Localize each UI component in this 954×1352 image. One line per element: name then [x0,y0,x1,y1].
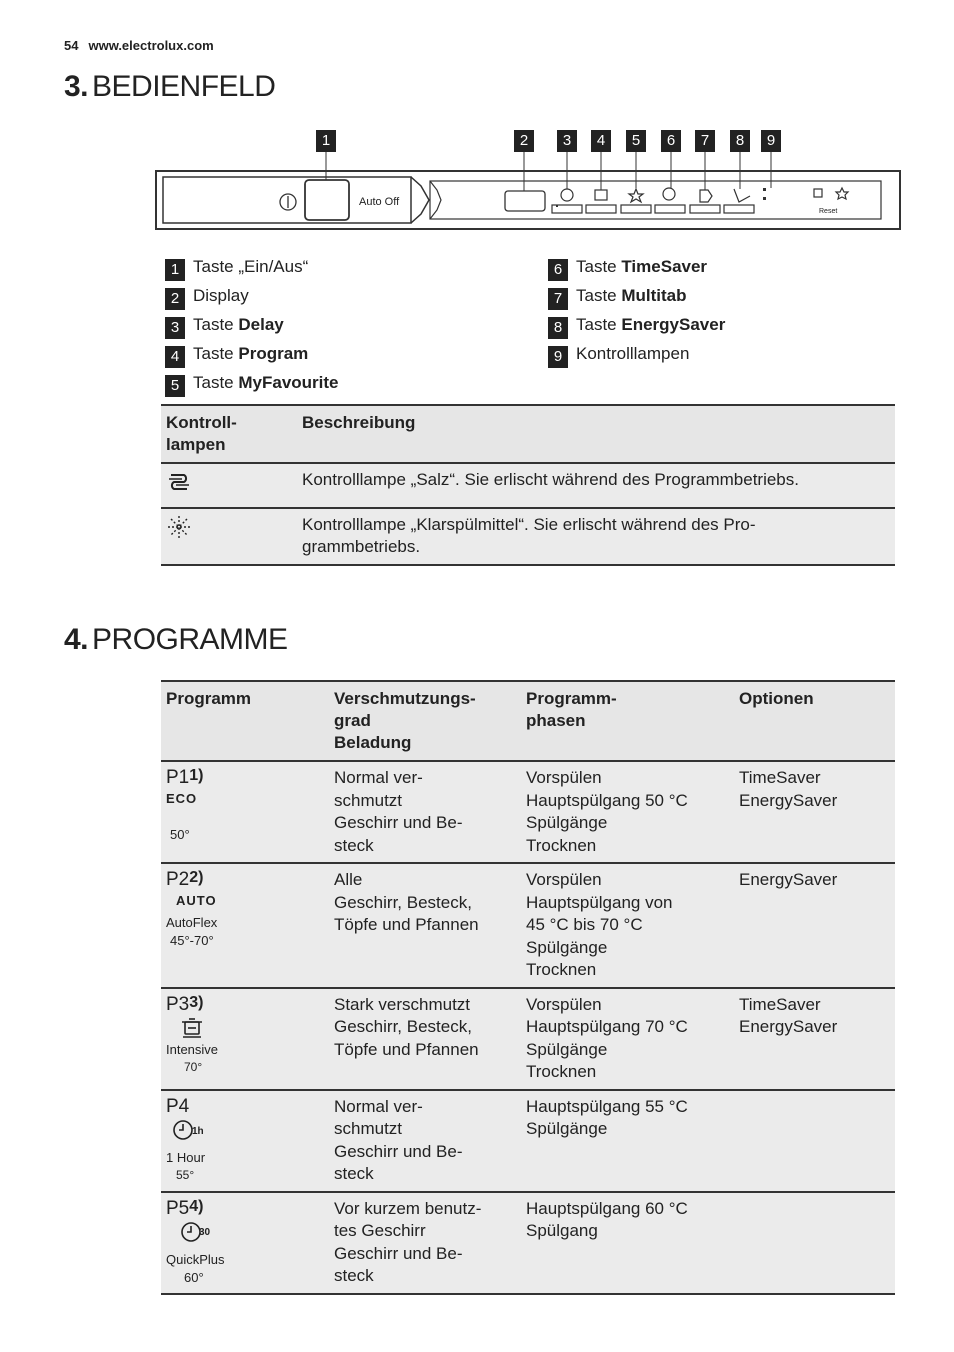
program-name [166,767,324,790]
legend-item [165,256,308,281]
clock-1h-icon [172,1118,204,1142]
website: www.electrolux.com [88,38,214,53]
program-table [161,680,895,1295]
legend-item [165,285,249,310]
clock-30-icon [180,1220,216,1244]
svg-text:30: 30 [199,1227,211,1238]
page-header [64,38,214,53]
table-row [161,863,895,988]
lamp-icon-cell [161,508,297,565]
legend-text: Taste „Ein/Aus“ [193,257,309,276]
program-label: Intensive [166,1041,219,1057]
section-3-heading [64,70,275,104]
legend-item [548,285,687,310]
program-temp: 45°-70° [170,932,214,948]
program-name [166,1096,324,1119]
table-row [161,761,895,863]
section-4-title: PROGRAMME [92,623,288,656]
legend-bold: Delay [238,315,284,334]
phases-cell: Vorspülen Hauptspülgang 70 °C Spülgänge Trocknen [521,988,734,1090]
table-row [161,988,895,1090]
legend-text: Display [193,286,249,305]
soil-cell: Stark verschmutzt Geschirr, Besteck, Töpfe und Pfannen [329,988,521,1090]
options-cell: TimeSaver EnergySaver [734,988,895,1090]
legend-bold: Program [238,344,309,363]
legend-item [548,343,689,368]
legend-item [165,314,284,339]
section-3-title: BEDIENFELD [92,70,276,103]
table-row [161,1192,895,1294]
eco-icon: ECO [166,790,198,806]
pot-icon [180,1016,204,1038]
col-header-lamps: Kontroll- lampen [161,405,297,463]
phases-cell: Hauptspülgang 55 °C Spülgänge [521,1090,734,1192]
program-name [166,1198,324,1221]
program-cell [161,1192,329,1294]
program-label: QuickPlus [166,1251,225,1267]
footnote: 4) [189,1197,204,1215]
program-temp: 55° [176,1167,195,1182]
program-id: P2 [166,869,190,890]
panel-marker-8: 8 [730,130,750,152]
soil-cell: Normal ver- schmutzt Geschirr und Be- steck [329,761,521,863]
soil-cell: Normal ver- schmutzt Geschirr und Be- steck [329,1090,521,1192]
auto-off-label: Auto Off [359,196,400,208]
program-temp: 70° [184,1059,203,1074]
phases-cell: Vorspülen Hauptspülgang 50 °C Spülgänge Trocknen [521,761,734,863]
col-header-description: Beschreibung [297,405,895,463]
options-cell: EnergySaver [734,863,895,988]
section-4-number: 4. [64,623,89,656]
legend-text: Taste [193,315,239,334]
program-id: P4 [166,1095,190,1117]
legend-bold: EnergySaver [621,315,726,334]
panel-marker-3: 3 [557,130,577,152]
panel-marker-1: 1 [316,130,336,152]
program-name [166,994,324,1017]
section-3-number: 3. [64,70,89,103]
salt-lamp-icon [166,469,192,495]
legend-text: Taste [576,286,622,305]
control-panel-diagram [155,128,903,232]
program-label: 1 Hour [166,1149,206,1165]
panel-marker-4: 4 [591,130,611,152]
legend-number: 6 [548,259,568,281]
program-cell [161,761,329,863]
footnote: 1) [189,767,204,784]
options-cell: TimeSaver EnergySaver [734,761,895,863]
lamp-description: Kontrolllampe „Salz“. Sie erlischt während des Programmbetriebs. [297,463,895,508]
footnote: 2) [189,869,204,886]
legend-text: Taste [576,257,622,276]
program-name [166,869,324,892]
soil-cell: Alle Geschirr, Besteck, Töpfe und Pfannen [329,863,521,988]
lamp-icon-cell [161,463,297,508]
legend-number: 8 [548,317,568,339]
legend-number: 7 [548,288,568,310]
panel-marker-5: 5 [626,130,646,152]
legend-text: Taste [193,373,239,392]
panel-marker-7: 7 [695,130,715,152]
col-header-program: Programm [161,681,329,761]
legend-item [165,343,308,368]
page-number: 54 [64,38,79,53]
program-cell [161,1090,329,1192]
legend-bold: TimeSaver [621,257,708,276]
legend-number: 3 [165,317,185,339]
legend-bold: MyFavourite [238,373,339,392]
program-cell [161,863,329,988]
options-cell [734,1192,895,1294]
col-header-phases: Programm- phasen [521,681,734,761]
legend-item [165,372,339,397]
soil-cell: Vor kurzem benutz- tes Geschirr Geschirr und Be- steck [329,1192,521,1294]
auto-icon: AUTO [176,892,217,908]
phases-cell: Vorspülen Hauptspülgang von 45 °C bis 70 °C Spülgänge Trocknen [521,863,734,988]
panel-marker-2: 2 [514,130,534,152]
legend-number: 5 [165,375,185,397]
legend-item [548,256,707,281]
col-header-soil: Verschmutzungs- grad Beladung [329,681,521,761]
reset-label: Reset [819,208,838,215]
legend-bold: Multitab [621,286,687,305]
legend-number: 9 [548,346,568,368]
program-id: P5 [166,1197,190,1219]
program-label: AutoFlex [166,914,218,930]
legend-text: Kontrolllampen [576,344,690,363]
lamp-description: Kontrolllampe „Klarspülmittel“. Sie erlischt während des Pro- grammbetriebs. [297,508,895,565]
program-temp: 50° [170,826,190,842]
rinse-aid-lamp-icon [166,514,192,540]
legend-text: Taste [576,315,622,334]
legend-text: Taste [193,344,239,363]
footnote: 3) [189,993,204,1011]
phases-cell: Hauptspülgang 60 °C Spülgang [521,1192,734,1294]
program-id: P1 [166,767,190,788]
indicator-table [161,404,895,566]
col-header-options: Optionen [734,681,895,761]
table-row [161,1090,895,1192]
svg-text:1h: 1h [192,1126,204,1137]
panel-marker-9: 9 [761,130,781,152]
program-temp: 60° [184,1269,204,1285]
legend-number: 2 [165,288,185,310]
legend-number: 4 [165,346,185,368]
panel-marker-6: 6 [661,130,681,152]
section-4-heading [64,623,288,657]
legend-item [548,314,725,339]
program-id: P3 [166,993,190,1015]
options-cell [734,1090,895,1192]
program-cell [161,988,329,1090]
legend-number: 1 [165,259,185,281]
